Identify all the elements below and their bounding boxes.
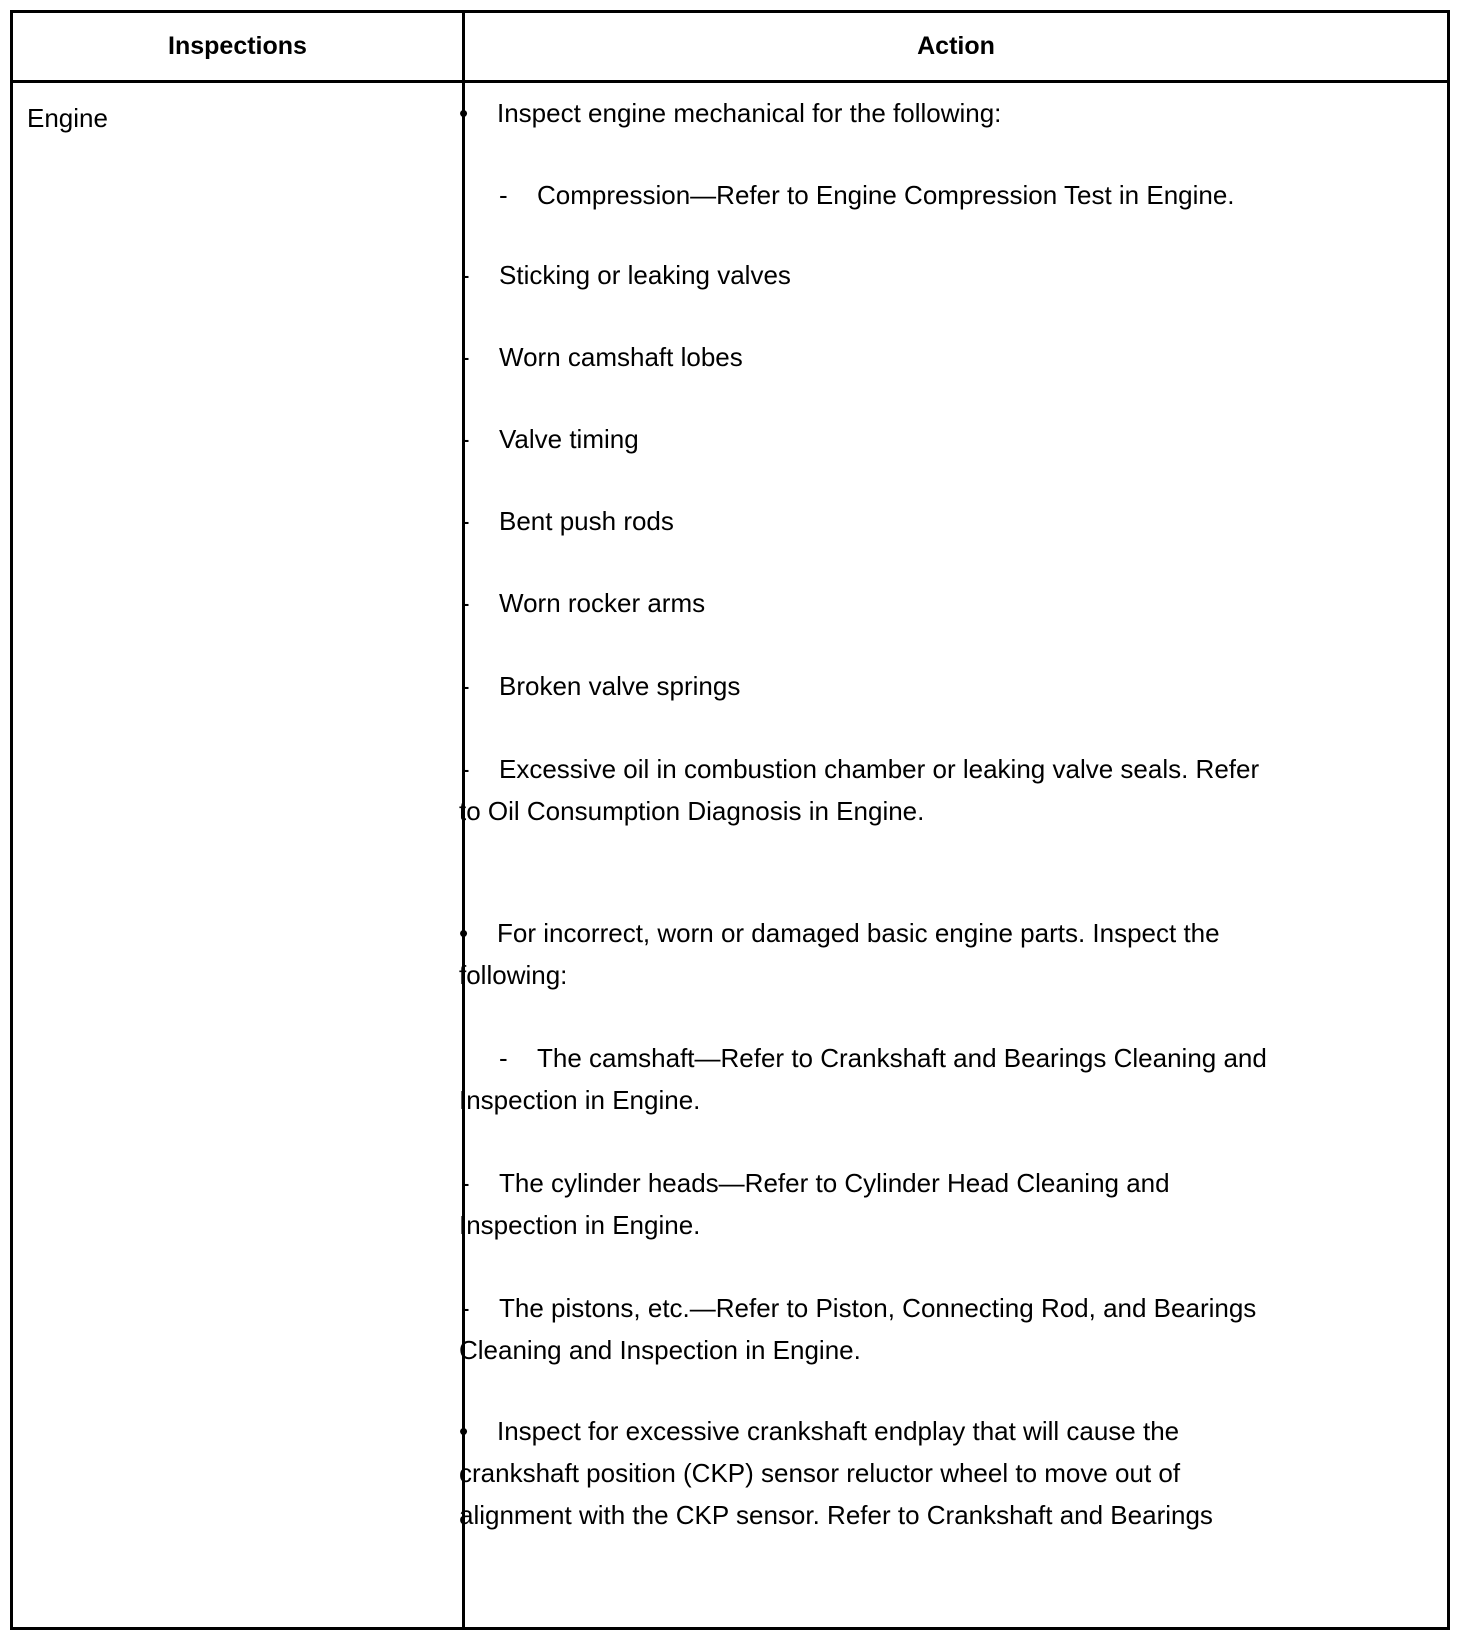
action-sub-cylinder-heads-cont: Inspection in Engine. — [459, 1210, 701, 1240]
dash-icon: - — [461, 1168, 470, 1198]
dash-icon: - — [461, 342, 470, 372]
action-sub-excessive-oil-cont: to Oil Consumption Diagnosis in Engine. — [459, 796, 925, 826]
action-sub-camshaft: The camshaft—Refer to Crankshaft and Bearings Cleaning and — [537, 1043, 1267, 1073]
action-sub-rocker-arms: Worn rocker arms — [499, 588, 706, 618]
dash-icon: - — [461, 506, 470, 536]
action-bullet-3: Inspect for excessive crankshaft endplay that will cause the — [497, 1416, 1180, 1446]
dash-icon: - — [461, 424, 470, 454]
dash-icon: - — [461, 588, 470, 618]
action-sub-camshaft-cont: Inspection in Engine. — [459, 1085, 701, 1115]
dash-icon: - — [499, 1043, 508, 1073]
dash-icon: - — [461, 671, 470, 701]
action-sub-excessive-oil: Excessive oil in combustion chamber or leaking valve seals. Refer — [499, 754, 1260, 784]
action-sub-valve-timing: Valve timing — [499, 424, 639, 454]
action-bullet-2-cont: following: — [459, 960, 568, 990]
bullet-icon: • — [459, 1416, 469, 1446]
action-sub-cylinder-heads: The cylinder heads—Refer to Cylinder Head Cleaning and — [499, 1168, 1170, 1198]
dash-icon: - — [461, 1293, 470, 1323]
action-bullet-3-cont-1: crankshaft position (CKP) sensor reluctor wheel to move out of — [459, 1458, 1181, 1488]
inspection-table — [10, 10, 1450, 1630]
inspection-cell-engine: Engine — [27, 103, 108, 133]
action-bullet-1: Inspect engine mechanical for the following: — [497, 98, 1002, 128]
bullet-icon: • — [459, 918, 469, 948]
action-sub-pistons: The pistons, etc.—Refer to Piston, Connecting Rod, and Bearings — [499, 1293, 1257, 1323]
action-sub-valves: Sticking or leaking valves — [499, 260, 791, 290]
action-sub-camshaft-lobes: Worn camshaft lobes — [499, 342, 743, 372]
action-sub-pistons-cont: Cleaning and Inspection in Engine. — [459, 1335, 861, 1365]
dash-icon: - — [461, 754, 470, 784]
action-bullet-2: For incorrect, worn or damaged basic engine parts. Inspect the — [497, 918, 1220, 948]
dash-icon: - — [499, 180, 508, 210]
header-inspections: Inspections — [168, 32, 307, 60]
action-sub-compression: Compression—Refer to Engine Compression Test in Engine. — [537, 180, 1235, 210]
action-sub-valve-springs: Broken valve springs — [499, 671, 741, 701]
dash-icon: - — [461, 260, 470, 290]
bullet-icon: • — [459, 98, 469, 128]
header-divider — [13, 80, 1447, 83]
action-sub-push-rods: Bent push rods — [499, 506, 674, 536]
header-action: Action — [917, 32, 995, 60]
action-bullet-3-cont-2: alignment with the CKP sensor. Refer to Crankshaft and Bearings — [459, 1500, 1213, 1530]
